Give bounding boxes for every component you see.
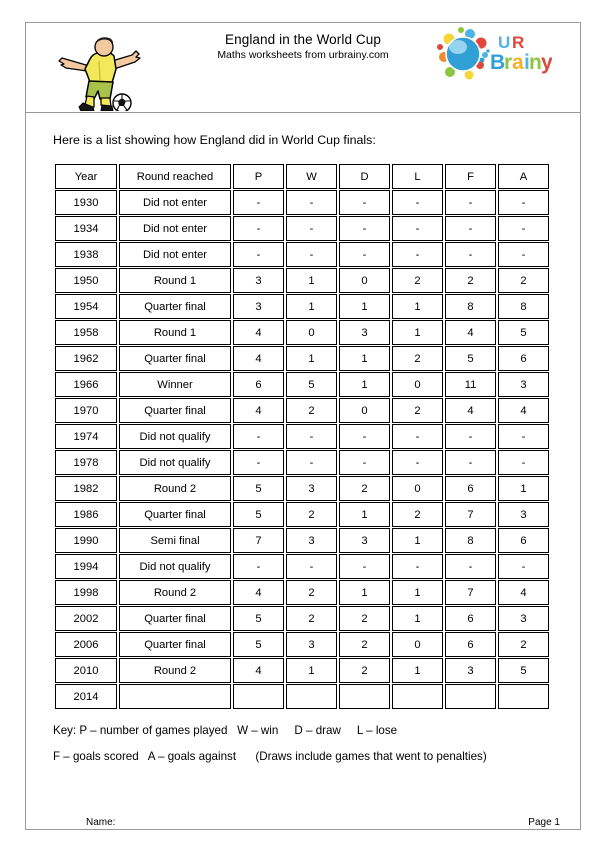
column-header-w: W — [286, 164, 337, 189]
cell-round: Winner — [119, 372, 231, 397]
cell-stat: 1 — [392, 294, 443, 319]
cell-stat: 0 — [339, 398, 390, 423]
cell-stat: 0 — [392, 632, 443, 657]
svg-text:a: a — [512, 51, 524, 74]
cell-round: Quarter final — [119, 632, 231, 657]
cell-year: 1998 — [55, 580, 117, 605]
cell-round: Quarter final — [119, 346, 231, 371]
cell-stat: 3 — [286, 632, 337, 657]
cell-year: 1934 — [55, 216, 117, 241]
cell-stat: 3 — [286, 476, 337, 501]
cell-stat — [392, 684, 443, 709]
cell-round: Quarter final — [119, 398, 231, 423]
cell-stat: 1 — [286, 346, 337, 371]
cell-stat: 0 — [392, 372, 443, 397]
cell-stat: - — [286, 450, 337, 475]
cell-stat: 2 — [339, 658, 390, 683]
cell-stat: 2 — [498, 632, 549, 657]
cell-stat: - — [392, 424, 443, 449]
cell-round: Round 2 — [119, 476, 231, 501]
cell-stat: 2 — [392, 268, 443, 293]
cell-stat: 3 — [339, 528, 390, 553]
cell-round: Quarter final — [119, 294, 231, 319]
cell-stat: 2 — [339, 606, 390, 631]
cell-stat: 4 — [233, 658, 284, 683]
cell-year: 1938 — [55, 242, 117, 267]
cell-stat: 5 — [286, 372, 337, 397]
cell-stat: - — [286, 554, 337, 579]
column-header-a: A — [498, 164, 549, 189]
table-row — [55, 190, 549, 215]
cell-stat: 3 — [233, 294, 284, 319]
cell-stat: 3 — [498, 372, 549, 397]
cell-stat: 2 — [286, 606, 337, 631]
cell-stat: 6 — [498, 346, 549, 371]
cell-round: Round 1 — [119, 320, 231, 345]
cell-stat: 6 — [445, 476, 496, 501]
page-title: England in the World Cup — [225, 32, 381, 47]
cell-stat: - — [498, 190, 549, 215]
cell-round: Did not qualify — [119, 424, 231, 449]
page-subtitle: Maths worksheets from urbrainy.com — [217, 49, 389, 61]
cell-stat: 11 — [445, 372, 496, 397]
cell-stat: - — [233, 424, 284, 449]
table-row — [55, 398, 549, 423]
cell-round: Did not enter — [119, 242, 231, 267]
table-head — [55, 164, 549, 189]
cell-stat: - — [392, 554, 443, 579]
column-header-l: L — [392, 164, 443, 189]
cell-round: Did not enter — [119, 190, 231, 215]
cell-year: 1966 — [55, 372, 117, 397]
intro-text: Here is a list showing how England did in World Cup finals: — [53, 133, 376, 147]
cell-round: Did not qualify — [119, 554, 231, 579]
cell-stat: - — [339, 216, 390, 241]
cell-stat: - — [392, 450, 443, 475]
cell-stat: 2 — [392, 346, 443, 371]
cell-round: Quarter final — [119, 606, 231, 631]
cell-stat: 4 — [233, 580, 284, 605]
cell-stat: 2 — [286, 580, 337, 605]
table-row — [55, 476, 549, 501]
table-row — [55, 554, 549, 579]
cell-stat: 6 — [445, 632, 496, 657]
cell-round: Round 2 — [119, 580, 231, 605]
cell-stat — [445, 684, 496, 709]
cell-stat: - — [445, 190, 496, 215]
cell-year: 1986 — [55, 502, 117, 527]
table-row — [55, 268, 549, 293]
name-field-label: Name: — [86, 817, 116, 828]
cell-year: 1954 — [55, 294, 117, 319]
cell-round: Round 1 — [119, 268, 231, 293]
cell-round: Did not qualify — [119, 450, 231, 475]
svg-text:R: R — [512, 33, 525, 52]
table-body — [55, 190, 549, 709]
cell-stat: 1 — [339, 580, 390, 605]
cell-stat: - — [339, 242, 390, 267]
cell-round — [119, 684, 231, 709]
cell-stat — [339, 684, 390, 709]
cell-stat: 2 — [339, 632, 390, 657]
cell-year: 2010 — [55, 658, 117, 683]
cell-year: 1990 — [55, 528, 117, 553]
table-row — [55, 372, 549, 397]
cell-stat — [286, 684, 337, 709]
cell-stat: 3 — [498, 502, 549, 527]
cell-stat: 5 — [445, 346, 496, 371]
table-row — [55, 684, 549, 709]
cell-year: 1930 — [55, 190, 117, 215]
cell-stat: 4 — [233, 398, 284, 423]
cell-year: 1950 — [55, 268, 117, 293]
cell-year: 1974 — [55, 424, 117, 449]
cell-stat: - — [339, 190, 390, 215]
cell-stat — [498, 684, 549, 709]
cell-stat: - — [392, 190, 443, 215]
cell-round: Did not enter — [119, 216, 231, 241]
cell-stat: 4 — [233, 346, 284, 371]
cell-year: 1978 — [55, 450, 117, 475]
cell-stat: 5 — [498, 320, 549, 345]
page-number: Page 1 — [528, 817, 560, 828]
cell-year: 2006 — [55, 632, 117, 657]
cell-stat: 5 — [233, 632, 284, 657]
cell-stat: - — [445, 450, 496, 475]
cell-stat: 4 — [445, 320, 496, 345]
cell-stat: - — [286, 190, 337, 215]
cell-stat: 6 — [498, 528, 549, 553]
table-row — [55, 346, 549, 371]
cell-stat: 4 — [445, 398, 496, 423]
world-cup-table — [53, 163, 551, 710]
cell-stat: 1 — [339, 294, 390, 319]
table-row — [55, 658, 549, 683]
cell-stat: 2 — [392, 398, 443, 423]
cell-round: Round 2 — [119, 658, 231, 683]
table-row — [55, 216, 549, 241]
cell-stat: - — [498, 216, 549, 241]
cell-stat: - — [339, 554, 390, 579]
svg-text:y: y — [541, 51, 552, 74]
cell-stat: 4 — [498, 398, 549, 423]
cell-stat: - — [392, 242, 443, 267]
cell-stat: 1 — [286, 658, 337, 683]
cell-stat: 3 — [233, 268, 284, 293]
column-header-f: F — [445, 164, 496, 189]
cell-stat: 2 — [339, 476, 390, 501]
table-row — [55, 242, 549, 267]
cell-year: 1958 — [55, 320, 117, 345]
cell-year: 2002 — [55, 606, 117, 631]
page-header — [26, 23, 580, 113]
table-row — [55, 320, 549, 345]
cell-stat: - — [445, 216, 496, 241]
column-header-d: D — [339, 164, 390, 189]
cell-stat: 7 — [233, 528, 284, 553]
cell-stat: 1 — [286, 268, 337, 293]
cell-stat: 1 — [392, 606, 443, 631]
svg-text:i: i — [524, 51, 530, 74]
cell-stat: 1 — [392, 320, 443, 345]
worksheet-page — [25, 22, 581, 830]
cell-year: 1970 — [55, 398, 117, 423]
cell-stat: - — [286, 242, 337, 267]
svg-text:n: n — [529, 51, 542, 74]
key-line-2: F – goals scored A – goals against (Draws include games that went to penalties) — [53, 750, 487, 763]
cell-stat: - — [445, 554, 496, 579]
cell-stat: - — [339, 424, 390, 449]
cell-stat: - — [233, 216, 284, 241]
cell-stat: 2 — [286, 502, 337, 527]
cell-stat: 4 — [233, 320, 284, 345]
cell-year: 1962 — [55, 346, 117, 371]
cell-stat: 1 — [392, 580, 443, 605]
cell-stat: - — [233, 554, 284, 579]
cell-stat: 6 — [233, 372, 284, 397]
cell-stat: 7 — [445, 580, 496, 605]
cell-stat: 5 — [233, 476, 284, 501]
table-header-row — [55, 164, 549, 189]
cell-stat: 1 — [286, 294, 337, 319]
cell-stat: 2 — [498, 268, 549, 293]
cell-stat: 1 — [339, 502, 390, 527]
cell-stat: 3 — [339, 320, 390, 345]
cell-stat: - — [445, 424, 496, 449]
svg-text:U: U — [498, 33, 511, 52]
table-row — [55, 528, 549, 553]
svg-text:r: r — [504, 51, 513, 74]
cell-year: 2014 — [55, 684, 117, 709]
cell-stat: 0 — [286, 320, 337, 345]
cell-round: Quarter final — [119, 502, 231, 527]
urbrainy-logo — [436, 27, 552, 83]
cell-stat: 0 — [392, 476, 443, 501]
cell-stat: 2 — [445, 268, 496, 293]
table-row — [55, 606, 549, 631]
cell-stat: 2 — [392, 502, 443, 527]
cell-stat: 8 — [445, 294, 496, 319]
cell-stat: - — [498, 242, 549, 267]
cell-stat: - — [233, 450, 284, 475]
cell-stat: 6 — [445, 606, 496, 631]
table-row — [55, 294, 549, 319]
cell-stat: - — [286, 216, 337, 241]
column-header-year: Year — [55, 164, 117, 189]
table-row — [55, 424, 549, 449]
footballer-icon — [54, 25, 146, 111]
cell-stat: - — [286, 424, 337, 449]
svg-text:B: B — [490, 51, 506, 74]
table-row — [55, 632, 549, 657]
cell-stat: - — [445, 242, 496, 267]
cell-stat: - — [233, 190, 284, 215]
world-cup-table-wrapper — [53, 163, 543, 710]
cell-stat: 3 — [498, 606, 549, 631]
cell-stat: 1 — [392, 528, 443, 553]
cell-stat: 1 — [392, 658, 443, 683]
cell-stat: 2 — [286, 398, 337, 423]
cell-stat: 5 — [233, 606, 284, 631]
cell-stat — [233, 684, 284, 709]
cell-stat: 5 — [233, 502, 284, 527]
cell-stat: 1 — [339, 372, 390, 397]
column-header-round-reached: Round reached — [119, 164, 231, 189]
cell-stat: 7 — [445, 502, 496, 527]
cell-year: 1982 — [55, 476, 117, 501]
cell-stat: - — [498, 424, 549, 449]
table-row — [55, 502, 549, 527]
cell-stat: 1 — [498, 476, 549, 501]
cell-stat: - — [498, 554, 549, 579]
column-header-p: P — [233, 164, 284, 189]
cell-stat: 1 — [339, 346, 390, 371]
cell-stat: 3 — [286, 528, 337, 553]
cell-stat: 5 — [498, 658, 549, 683]
cell-stat: - — [233, 242, 284, 267]
cell-stat: 8 — [498, 294, 549, 319]
cell-year: 1994 — [55, 554, 117, 579]
cell-stat: - — [339, 450, 390, 475]
cell-round: Semi final — [119, 528, 231, 553]
cell-stat: - — [498, 450, 549, 475]
cell-stat: - — [392, 216, 443, 241]
cell-stat: 0 — [339, 268, 390, 293]
cell-stat: 3 — [445, 658, 496, 683]
cell-stat: 8 — [445, 528, 496, 553]
table-row — [55, 580, 549, 605]
key-line-1: Key: P – number of games played W – win D – draw L – lose — [53, 724, 398, 737]
cell-stat: 4 — [498, 580, 549, 605]
table-row — [55, 450, 549, 475]
